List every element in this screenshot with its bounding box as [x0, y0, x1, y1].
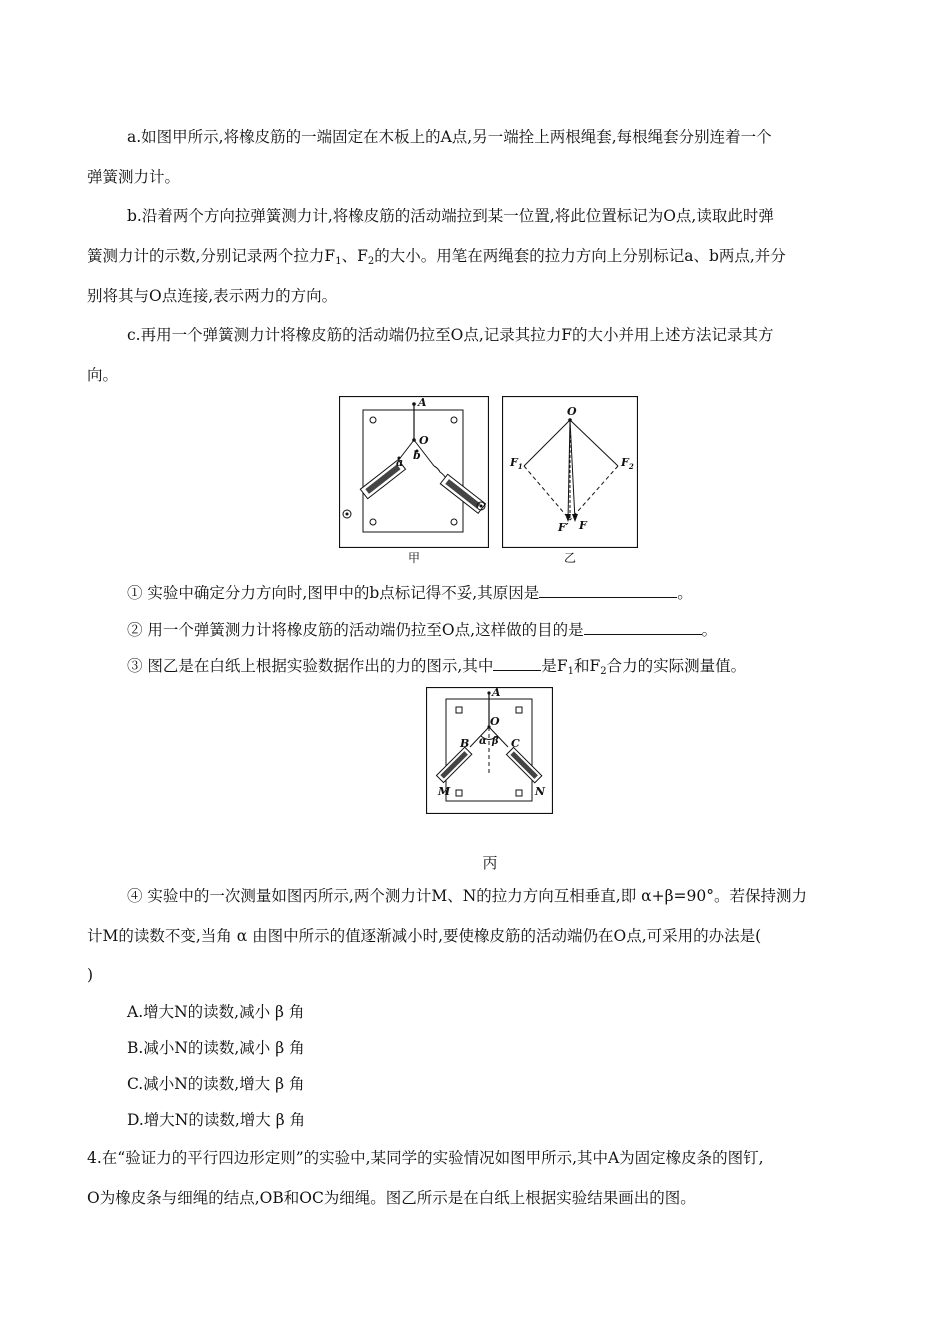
question-4-line3: ) [87, 966, 94, 984]
caption-bing: 丙 [482, 854, 498, 872]
label-F2 [621, 456, 634, 469]
para-a-line1: a.如图甲所示,将橡皮筋的一端固定在木板上的A点,另一端拴上两根绳套,每根绳套分别连着一个 [127, 128, 772, 146]
subscript: 2 [367, 256, 375, 267]
text-segment: 的大小。用笔在两绳套的拉力方向上分别标记a、b两点,并分 [374, 247, 786, 265]
answer-blank-1[interactable] [539, 581, 677, 598]
para-b-line2 [87, 245, 786, 267]
problem-4-line2: O为橡皮条与细绳的结点,OB和OC为细绳。图乙所示是在白纸上根据实验结果画出的图。 [87, 1189, 696, 1207]
label-F1 [510, 456, 523, 469]
label-F2-sub: 2 [628, 462, 634, 471]
question-2-end: 。 [701, 621, 718, 639]
question-4-line2: 计M的读数不变,当角 α 由图中所示的值逐渐减小时,要使橡皮筋的活动端仍在O点,可采用的办法是( [87, 927, 762, 945]
label-N: N [535, 785, 546, 798]
option-d: D.增大N的读数,增大 β 角 [127, 1111, 306, 1129]
label-A: A [492, 686, 501, 699]
label-F: F [579, 519, 587, 532]
option-b: B.减小N的读数,减小 β 角 [127, 1039, 305, 1057]
question-3-mid: 是F [541, 657, 568, 675]
label-beta: β [492, 736, 499, 747]
label-alpha: α [479, 736, 487, 747]
para-b-line1: b.沿着两个方向拉弹簧测力计,将橡皮筋的活动端拉到某一位置,将此位置标记为O点,读取此时弹 [127, 207, 774, 225]
para-c-line2: 向。 [87, 366, 119, 384]
question-1 [127, 581, 693, 604]
answer-blank-2[interactable] [584, 618, 702, 635]
question-3-end: 合力的实际测量值。 [606, 657, 747, 675]
label-F1-letter: F [510, 456, 518, 469]
para-c-line1: c.再用一个弹簧测力计将橡皮筋的活动端仍拉至O点,记录其拉力F的大小并用上述方法记录其方 [127, 326, 774, 344]
figure-jia-drawing [339, 396, 489, 548]
label-C: C [511, 737, 520, 750]
figure-yi [502, 396, 638, 565]
label-M: M [438, 785, 451, 798]
figure-yi-drawing [502, 396, 638, 548]
label-b: b [413, 449, 421, 462]
problem-4-line1: 4.在“验证力的平行四边形定则”的实验中,某同学的实验情况如图甲所示,其中A为固定橡皮条的图钉, [87, 1149, 764, 1167]
label-O: O [419, 434, 429, 447]
caption-yi: 乙 [563, 551, 576, 565]
option-c: C.减小N的读数,增大 β 角 [127, 1075, 305, 1093]
label-F-prime: F′ [558, 521, 569, 534]
option-a: A.增大N的读数,减小 β 角 [127, 1003, 305, 1021]
subscript: 2 [600, 666, 607, 677]
answer-blank-3[interactable] [493, 654, 541, 671]
subscript: 1 [567, 666, 574, 677]
label-O: O [567, 405, 577, 418]
question-3-mid2: 和F [574, 657, 601, 675]
question-1-end: 。 [677, 584, 693, 602]
question-4-line1: ④ 实验中的一次测量如图丙所示,两个测力计M、N的拉力方向互相垂直,即 α+β=90°。若保持测力 [127, 887, 808, 905]
subscript: 1 [335, 256, 342, 267]
question-1-text: ① 实验中确定分力方向时,图甲中的b点标记得不妥,其原因是 [127, 584, 540, 602]
text-segment: 、F [341, 247, 368, 265]
label-F2-letter: F [621, 456, 629, 469]
figure-bing [426, 687, 553, 814]
label-F1-sub: 1 [517, 462, 523, 471]
question-3-text: ③ 图乙是在白纸上根据实验数据作出的力的图示,其中 [127, 657, 494, 675]
label-O: O [490, 715, 500, 728]
label-a: a [396, 456, 404, 469]
para-a-line2: 弹簧测力计。 [87, 168, 181, 186]
text-segment: 簧测力计的示数,分别记录两个拉力F [87, 247, 336, 265]
label-B: B [460, 737, 470, 750]
question-2 [127, 618, 717, 641]
caption-jia: 甲 [407, 551, 420, 565]
figure-jia [339, 396, 489, 565]
label-A: A [418, 396, 427, 409]
question-3 [127, 654, 746, 677]
para-b-line3: 别将其与O点连接,表示两力的方向。 [87, 287, 338, 305]
question-2-text: ② 用一个弹簧测力计将橡皮筋的活动端仍拉至O点,这样做的目的是 [127, 621, 584, 639]
